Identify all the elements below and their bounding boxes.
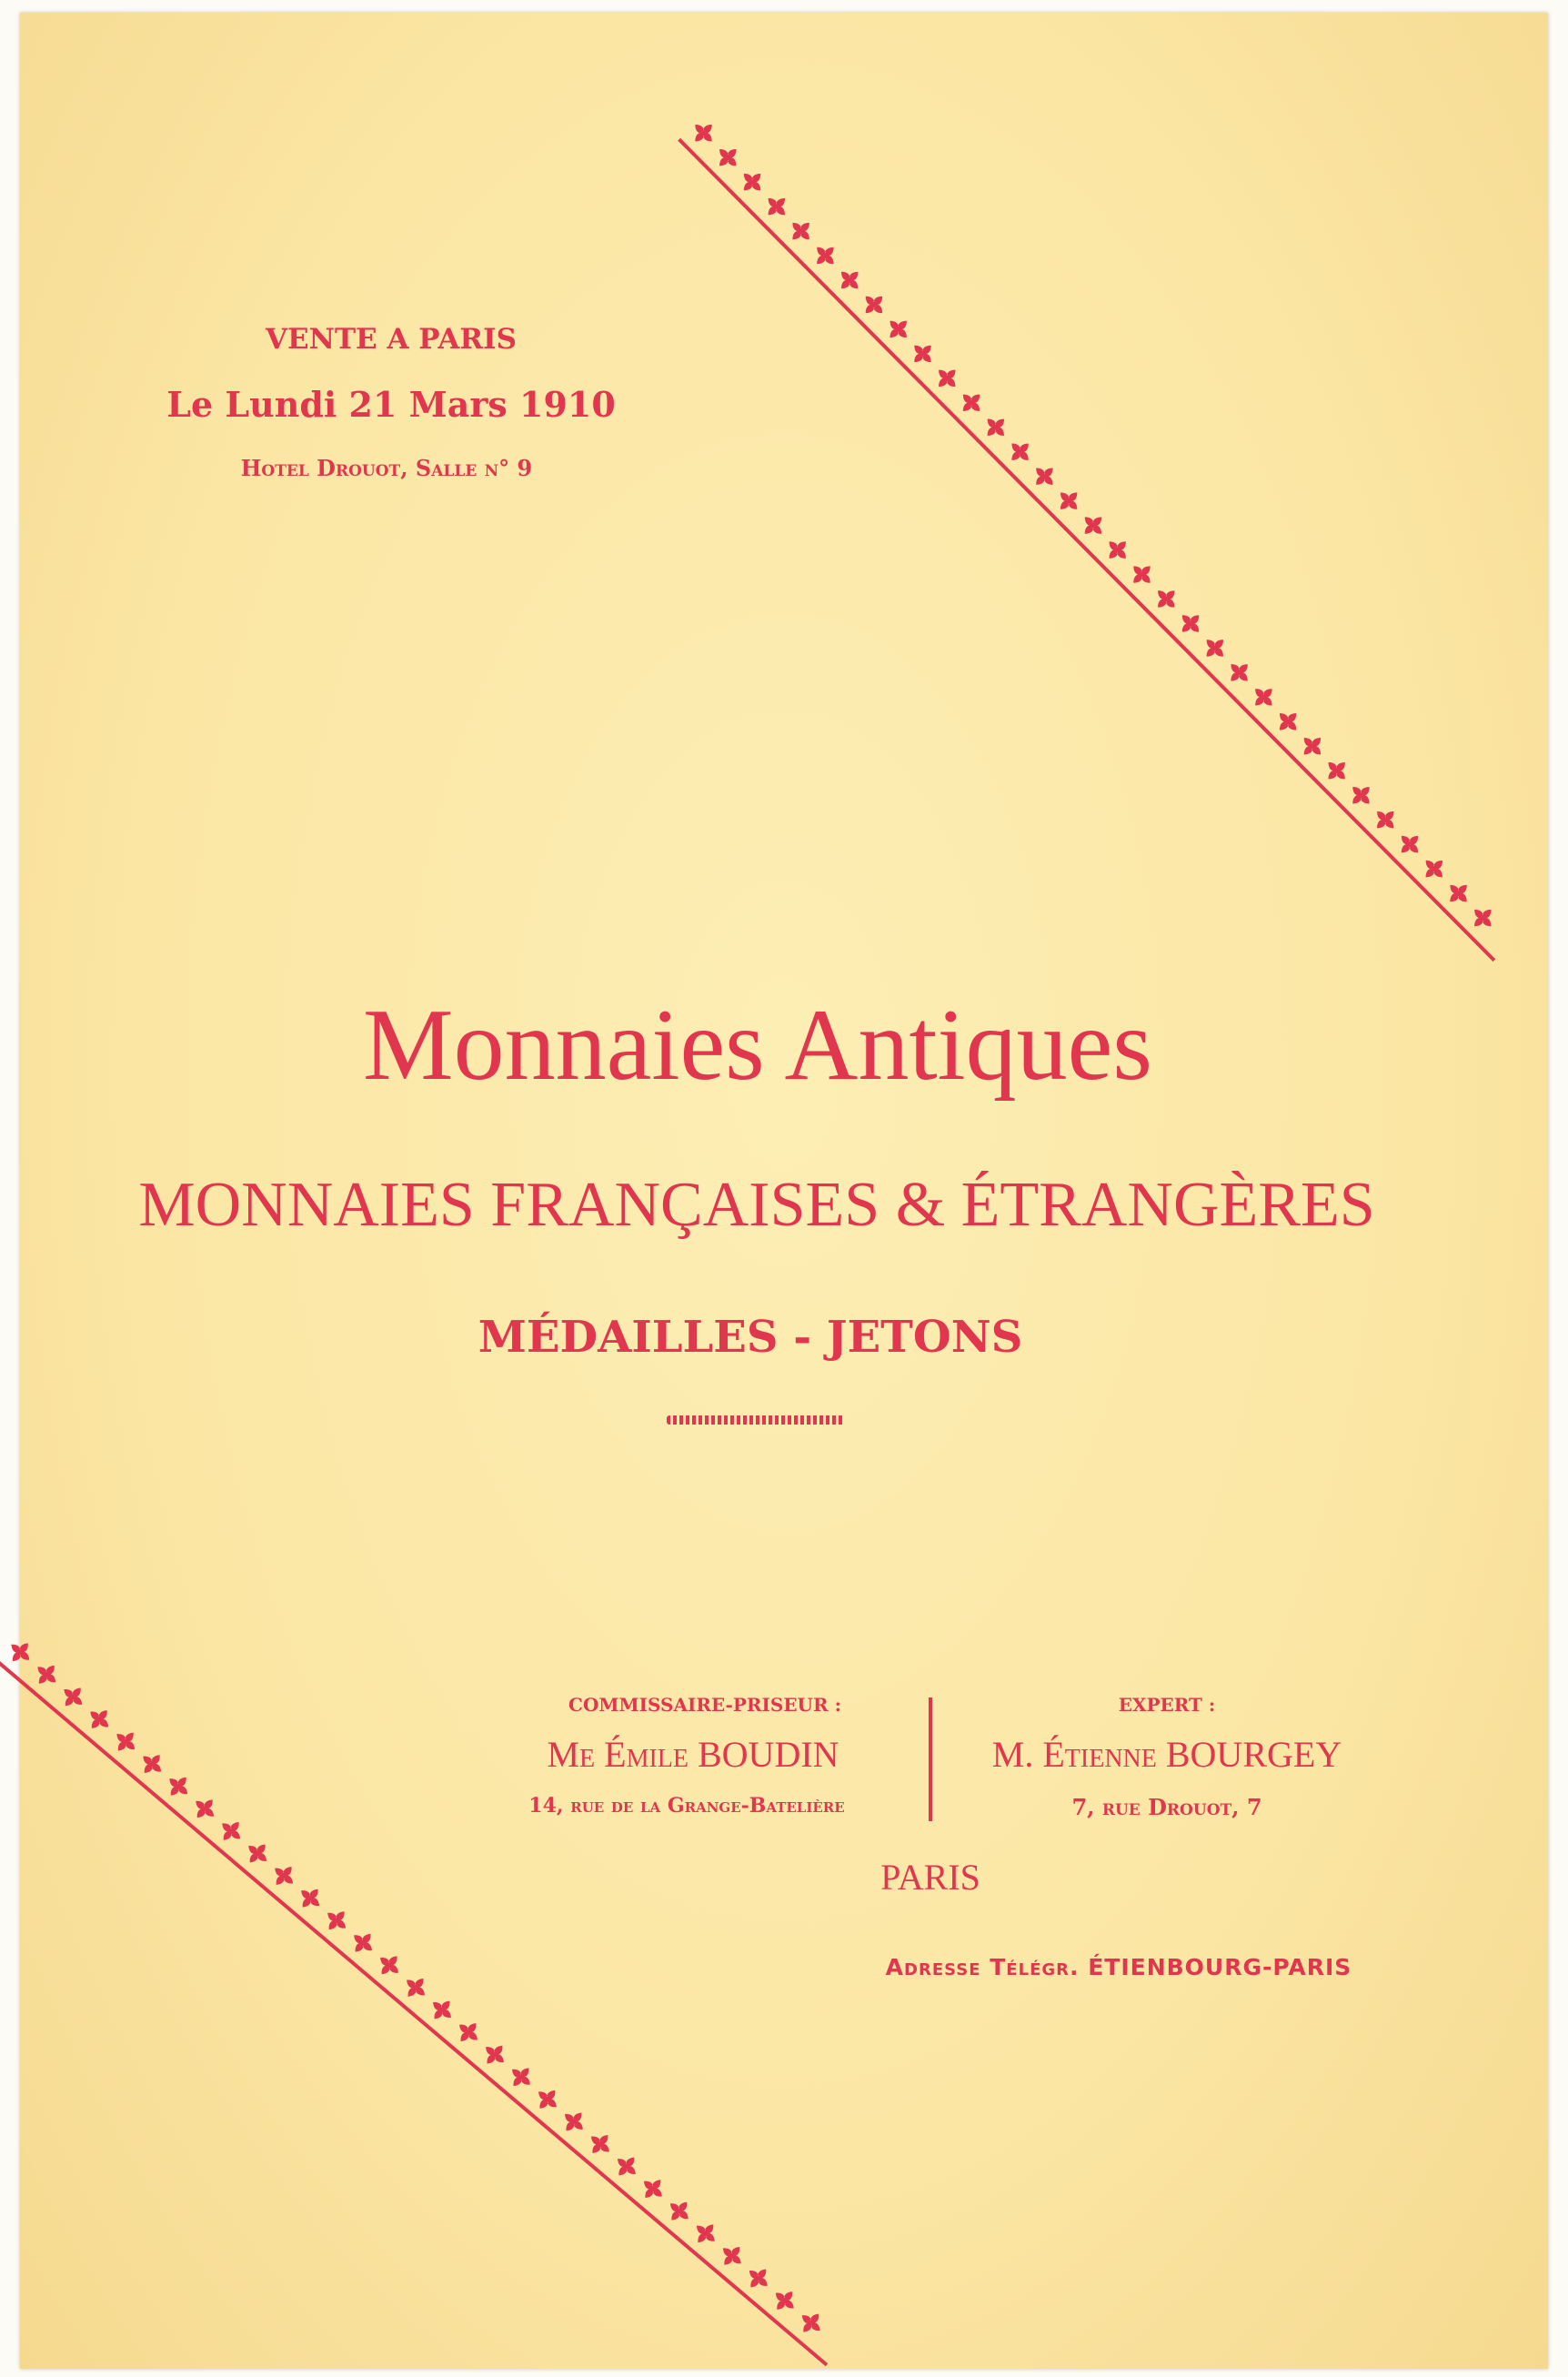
fleuron-icon xyxy=(1052,484,1086,518)
fleuron-icon xyxy=(584,2128,618,2161)
fleuron-icon xyxy=(1247,680,1281,714)
fleuron-icon xyxy=(794,2306,828,2340)
expert-label: EXPERT : xyxy=(1118,1694,1216,1716)
fleuron-icon xyxy=(1077,509,1111,542)
fleuron-icon xyxy=(30,1658,64,1692)
fleuron-icon xyxy=(1150,582,1183,616)
commissaire-label: COMMISSAIRE-PRISEUR : xyxy=(568,1694,841,1716)
fleuron-icon xyxy=(478,2038,512,2071)
expert-address: 7, rue Drouot, 7 xyxy=(1071,1794,1262,1820)
fleuron-icon xyxy=(1320,754,1353,788)
fleuron-icon xyxy=(833,264,867,297)
fleuron-icon xyxy=(610,2150,644,2183)
fleuron-icon xyxy=(663,2194,697,2228)
fleuron-icon xyxy=(1222,656,1256,690)
fleuron-icon xyxy=(741,2261,775,2295)
fleuron-icon xyxy=(1271,705,1305,739)
fleuron-icon xyxy=(241,1837,275,1870)
fleuron-icon xyxy=(56,1680,90,1714)
subtitle-medailles-jetons: MÉDAILLES - JETONS xyxy=(477,1312,1023,1363)
fleuron-icon xyxy=(687,116,720,150)
fleuron-icon xyxy=(1198,631,1231,665)
sale-venue: Hotel Drouot, Salle n° 9 xyxy=(240,455,533,481)
fleuron-icon xyxy=(906,337,940,370)
fleuron-icon xyxy=(399,1971,433,2005)
fleuron-icon xyxy=(162,1769,196,1803)
fleuron-icon xyxy=(1174,607,1208,640)
fleuron-icon xyxy=(1369,803,1402,837)
fleuron-icon xyxy=(809,239,842,273)
fleuron-icon xyxy=(689,2217,723,2251)
band-rule xyxy=(679,139,1494,961)
fleuron-icon xyxy=(426,1993,459,2027)
fleuron-icon xyxy=(711,141,745,175)
fleuron-icon xyxy=(505,2060,538,2094)
fleuron-icon xyxy=(320,1904,354,1938)
fleuron-icon xyxy=(881,313,915,347)
fleuron-icon xyxy=(452,2016,486,2050)
fleuron-icon xyxy=(930,361,964,395)
commissaire-name: Me Émile BOUDIN xyxy=(547,1734,839,1775)
fleuron-icon xyxy=(1393,828,1427,861)
fleuron-icon xyxy=(4,1636,37,1669)
fleuron-icon xyxy=(294,1881,327,1915)
fleuron-icon xyxy=(979,410,1012,444)
fleuron-band-top xyxy=(679,116,1519,961)
fleuron-icon xyxy=(1028,459,1061,493)
fleuron-icon xyxy=(858,288,891,322)
main-title: Monnaies Antiques xyxy=(363,989,1152,1102)
expert-name: M. Étienne BOURGEY xyxy=(991,1734,1342,1775)
fleuron-icon xyxy=(1466,901,1500,935)
fleuron-icon xyxy=(716,2240,749,2273)
fleuron-icon xyxy=(1003,435,1037,468)
subtitle: MONNAIES FRANÇAISES & ÉTRANGÈRES xyxy=(138,1170,1375,1240)
commissaire-address: 14, rue de la Grange-Batelière xyxy=(528,1794,845,1818)
fleuron-icon xyxy=(267,1859,301,1893)
fleuron-icon xyxy=(188,1792,222,1826)
fleuron-icon xyxy=(83,1703,116,1737)
fleuron-icon xyxy=(955,386,989,419)
fleuron-icon xyxy=(1344,779,1378,812)
fleuron-icon xyxy=(1296,730,1330,763)
fleuron-icon xyxy=(215,1815,248,1848)
sale-location: VENTE A PARIS xyxy=(265,323,518,356)
fleuron-icon xyxy=(1417,852,1451,886)
sale-date: Le Lundi 21 Mars 1910 xyxy=(166,384,616,425)
fleuron-icon xyxy=(1125,558,1159,591)
fleuron-icon xyxy=(1101,533,1134,567)
fleuron-icon xyxy=(736,166,769,199)
fleuron-icon xyxy=(768,2284,801,2318)
telegraph-address: Adresse Télégr. ÉTIENBOURG-PARIS xyxy=(885,1954,1352,1980)
fleuron-icon xyxy=(531,2082,565,2116)
column-divider xyxy=(929,1697,932,1821)
ornamental-rule xyxy=(667,1415,845,1425)
fleuron-icon xyxy=(109,1725,143,1758)
fleuron-icon xyxy=(637,2172,670,2206)
fleuron-icon xyxy=(347,1926,380,1959)
fleuron-icon xyxy=(558,2105,591,2139)
city: PARIS xyxy=(880,1857,980,1898)
fleuron-icon xyxy=(1442,877,1475,911)
fleuron-icon xyxy=(784,215,818,248)
fleuron-icon xyxy=(373,1949,407,1982)
fleuron-icon xyxy=(136,1747,169,1781)
fleuron-icon xyxy=(759,190,793,224)
